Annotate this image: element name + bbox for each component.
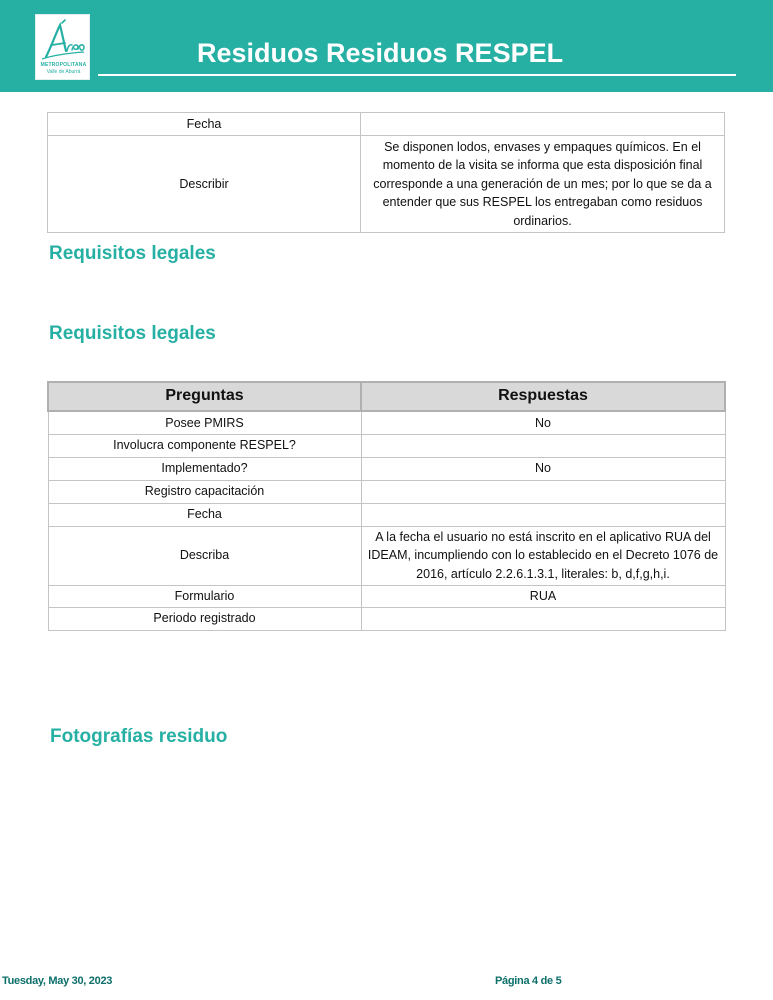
legal-requirements-table [47,381,726,631]
table-row [48,113,725,136]
question-cell: Describa [48,526,361,585]
answer-cell [361,480,725,503]
table-row [48,411,725,434]
answer-cell [361,503,725,526]
answer-cell [361,434,725,457]
answer-cell [361,607,725,630]
row-label: Describir [48,136,361,233]
table-row [48,526,725,585]
row-value [361,113,725,136]
table-header-row [48,382,725,411]
logo-line-1: METROPOLITANA [40,62,87,68]
table-row [48,503,725,526]
logo-mark-icon [40,19,86,61]
section-heading-photos: Fotografías residuo [50,726,228,747]
logo-line-2: Valle de Aburrá [46,69,81,75]
header-band [0,0,773,92]
table-row [48,457,725,480]
table-row [48,434,725,457]
question-cell: Posee PMIRS [48,411,361,434]
row-label: Fecha [48,113,361,136]
table-row [48,136,725,233]
column-header: Respuestas [361,382,725,411]
column-header: Preguntas [48,382,361,411]
page-title: Residuos Residuos RESPEL [197,38,564,68]
question-cell: Involucra componente RESPEL? [48,434,361,457]
question-cell: Periodo registrado [48,607,361,630]
table-row [48,480,725,503]
question-cell: Registro capacitación [48,480,361,503]
residue-detail-table [47,112,725,233]
table-row [48,585,725,607]
header-underline [98,74,736,76]
table-row [48,607,725,630]
area-metropolitana-logo [35,14,90,80]
answer-cell: No [361,411,725,434]
footer-date: Tuesday, May 30, 2023 [2,975,113,987]
section-heading-legal-2: Requisitos legales [49,323,216,344]
section-heading-legal-1: Requisitos legales [49,243,216,264]
footer-page-number: Página 4 de 5 [495,975,562,987]
answer-cell: No [361,457,725,480]
question-cell: Implementado? [48,457,361,480]
answer-cell: RUA [361,585,725,607]
question-cell: Fecha [48,503,361,526]
question-cell: Formulario [48,585,361,607]
row-value: Se disponen lodos, envases y empaques químicos. En el momento de la visita se informa que esta disposición final corresponde a una generación de un mes; por lo que se da a entender que sus RESPEL los entregaban como residuos ordinarios. [361,136,725,233]
answer-cell: A la fecha el usuario no está inscrito en el aplicativo RUA del IDEAM, incumpliendo con lo establecido en el Decreto 1076 de 2016, artículo 2.2.6.1.3.1, literales: b, d,f,g,h,i. [361,526,725,585]
